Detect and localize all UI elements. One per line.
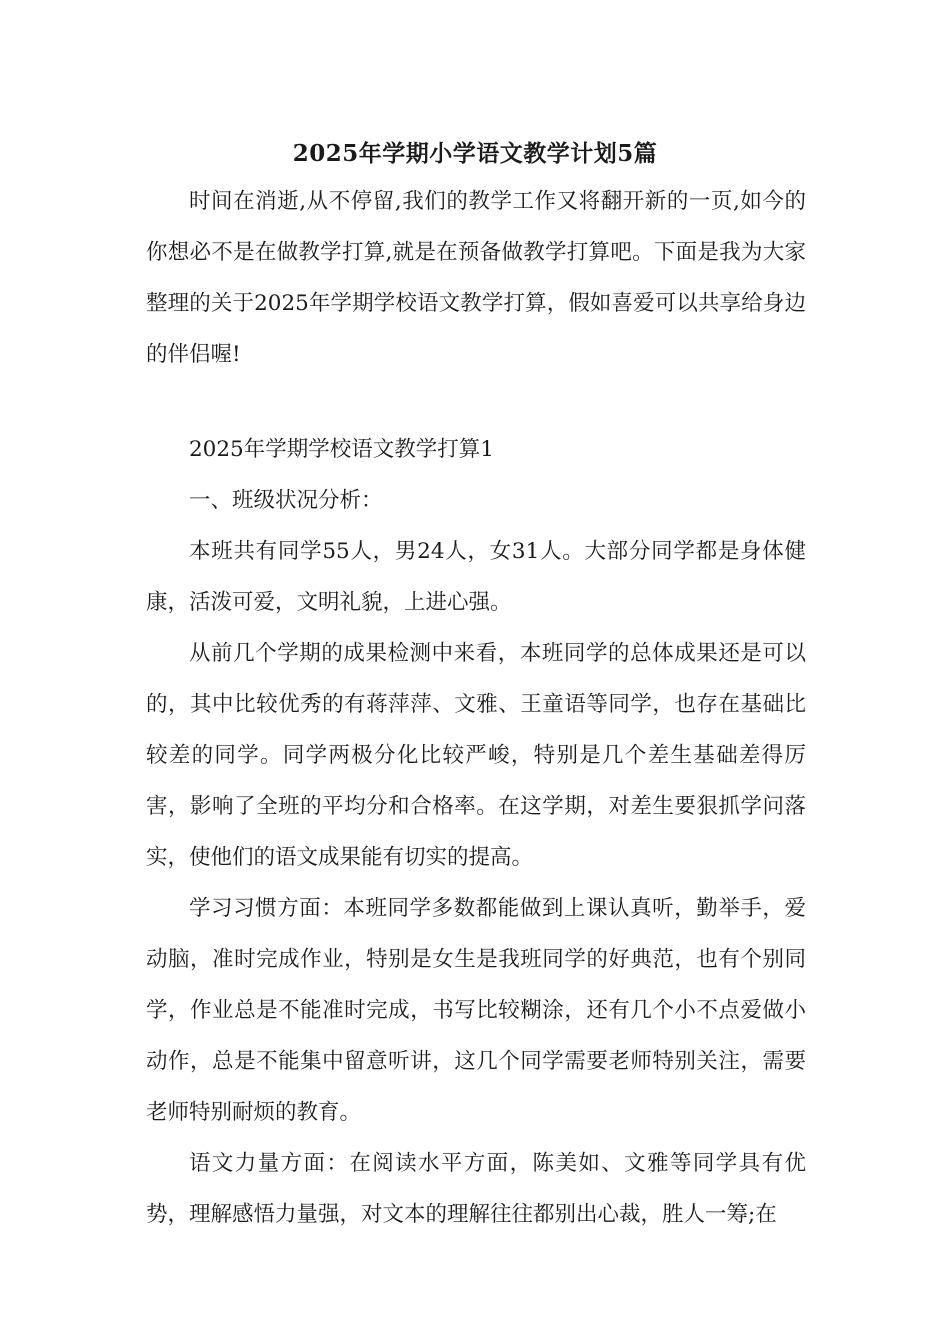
body-paragraph: 学习习惯方面：本班同学多数都能做到上课认真听，勤举手，爱动脑，准时完成作业，特别是女生是我班同学的好典范，也有个别同学，作业总是不能准时完成，书写比较糊涂，还有几个小不点爱做小动作，总是不能集中留意听讲，这几个同学需要老师特别关注，需要老师特别耐烦的教育。 (146, 896, 806, 1125)
subheading: 一、班级状况分析： (189, 488, 383, 513)
document-title: 2025年学期小学语文教学计划5篇 (292, 140, 658, 167)
section-title: 2025年学期学校语文教学打算1 (189, 437, 494, 462)
intro-paragraph: 时间在消逝,从不停留,我们的教学工作又将翻开新的一页,如今的你想必不是在做教学打算,就是在预备做教学打算吧。下面是我为大家整理的关于2025年学期学校语文教学打算，假如喜爱可以共享给身边的伴侣喔! (146, 189, 806, 367)
section-block (146, 424, 806, 1240)
body-paragraph: 语文力量方面：在阅读水平方面，陈美如、文雅等同学具有优势，理解感悟力量强，对文本的理解往往都别出心裁，胜人一筹;在 (146, 1151, 806, 1227)
body-paragraph: 本班共有同学55人，男24人，女31人。大部分同学都是身体健康，活泼可爱，文明礼貌，上进心强。 (146, 539, 806, 615)
body-paragraph: 从前几个学期的成果检测中来看，本班同学的总体成果还是可以的，其中比较优秀的有蒋萍萍、文雅、王童语等同学，也存在基础比较差的同学。同学两极分化比较严峻，特别是几个差生基础差得厉害，影响了全班的平均分和合格率。在这学期，对差生要狠抓学问落实，使他们的语文成果能有切实的提高。 (146, 641, 806, 870)
intro-block (146, 176, 806, 380)
